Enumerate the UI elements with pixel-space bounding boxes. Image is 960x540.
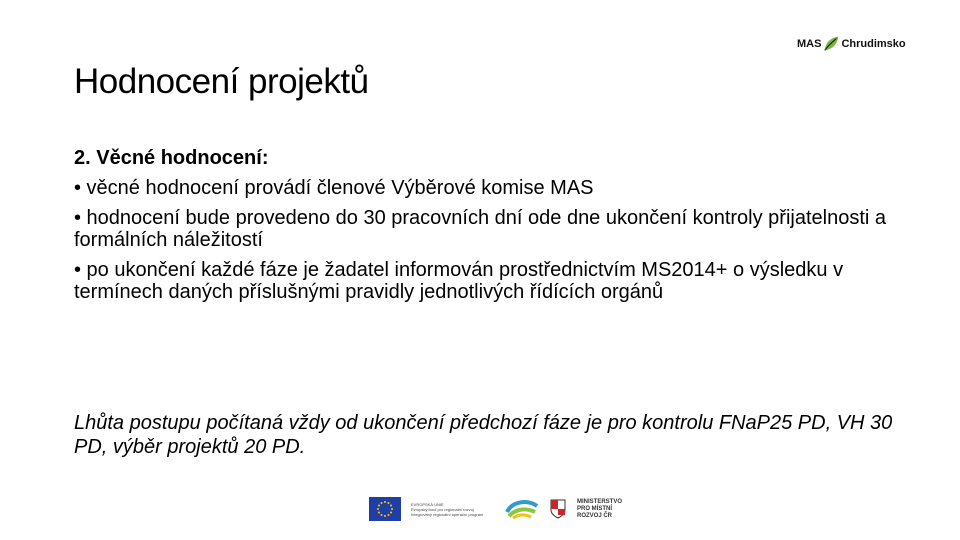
bullet-item: • hodnocení bude provedeno do 30 pracovních dní ode dne ukončení kontroly přijatelnosti a formálních náležitostí [74,207,887,251]
ministry-caption-line: MINISTERSTVO [577,498,623,505]
eu-caption-line: Evropský fond pro regionální rozvoj [411,506,474,512]
content-body [74,147,894,311]
ministry-caption-line: ROZVOJ ČR [577,512,613,519]
deadline-note: Lhůta postupu počítaná vždy od ukončení předchozí fáze je pro kontrolu FNaP25 PD, VH 30 PD, výběr projektů 20 PD. [74,412,893,458]
leaf-icon [822,35,840,53]
footer-logos [369,494,622,524]
ministry-caption [577,499,622,520]
eu-caption [411,502,495,517]
bullet-item: • věcné hodnocení provádí členové Výběrové komise MAS [74,177,594,199]
page-title: Hodnocení projektů [74,62,369,101]
mas-chrudimsko-logo [797,33,917,55]
bullet-item: • po ukončení každé fáze je žadatel informován prostřednictvím MS2014+ o výsledku v termínech daných příslušnými pravidly jednotlivých řídících orgánů [74,259,844,303]
logo-chrudimsko-text: Chrudimsko [841,38,906,50]
section-heading: 2. Věcné hodnocení: [74,147,269,169]
ministry-caption-line: PRO MÍSTNÍ [577,505,613,512]
eu-caption-line: EVROPSKÁ UNIE [411,501,444,507]
eu-flag-icon [369,497,401,521]
logo-mas-text: MAS [797,38,822,50]
eu-caption-line: Integrovaný regionální operační program [411,511,484,517]
ministry-emblem-icon [549,498,567,520]
irop-swoosh-icon [505,498,539,520]
